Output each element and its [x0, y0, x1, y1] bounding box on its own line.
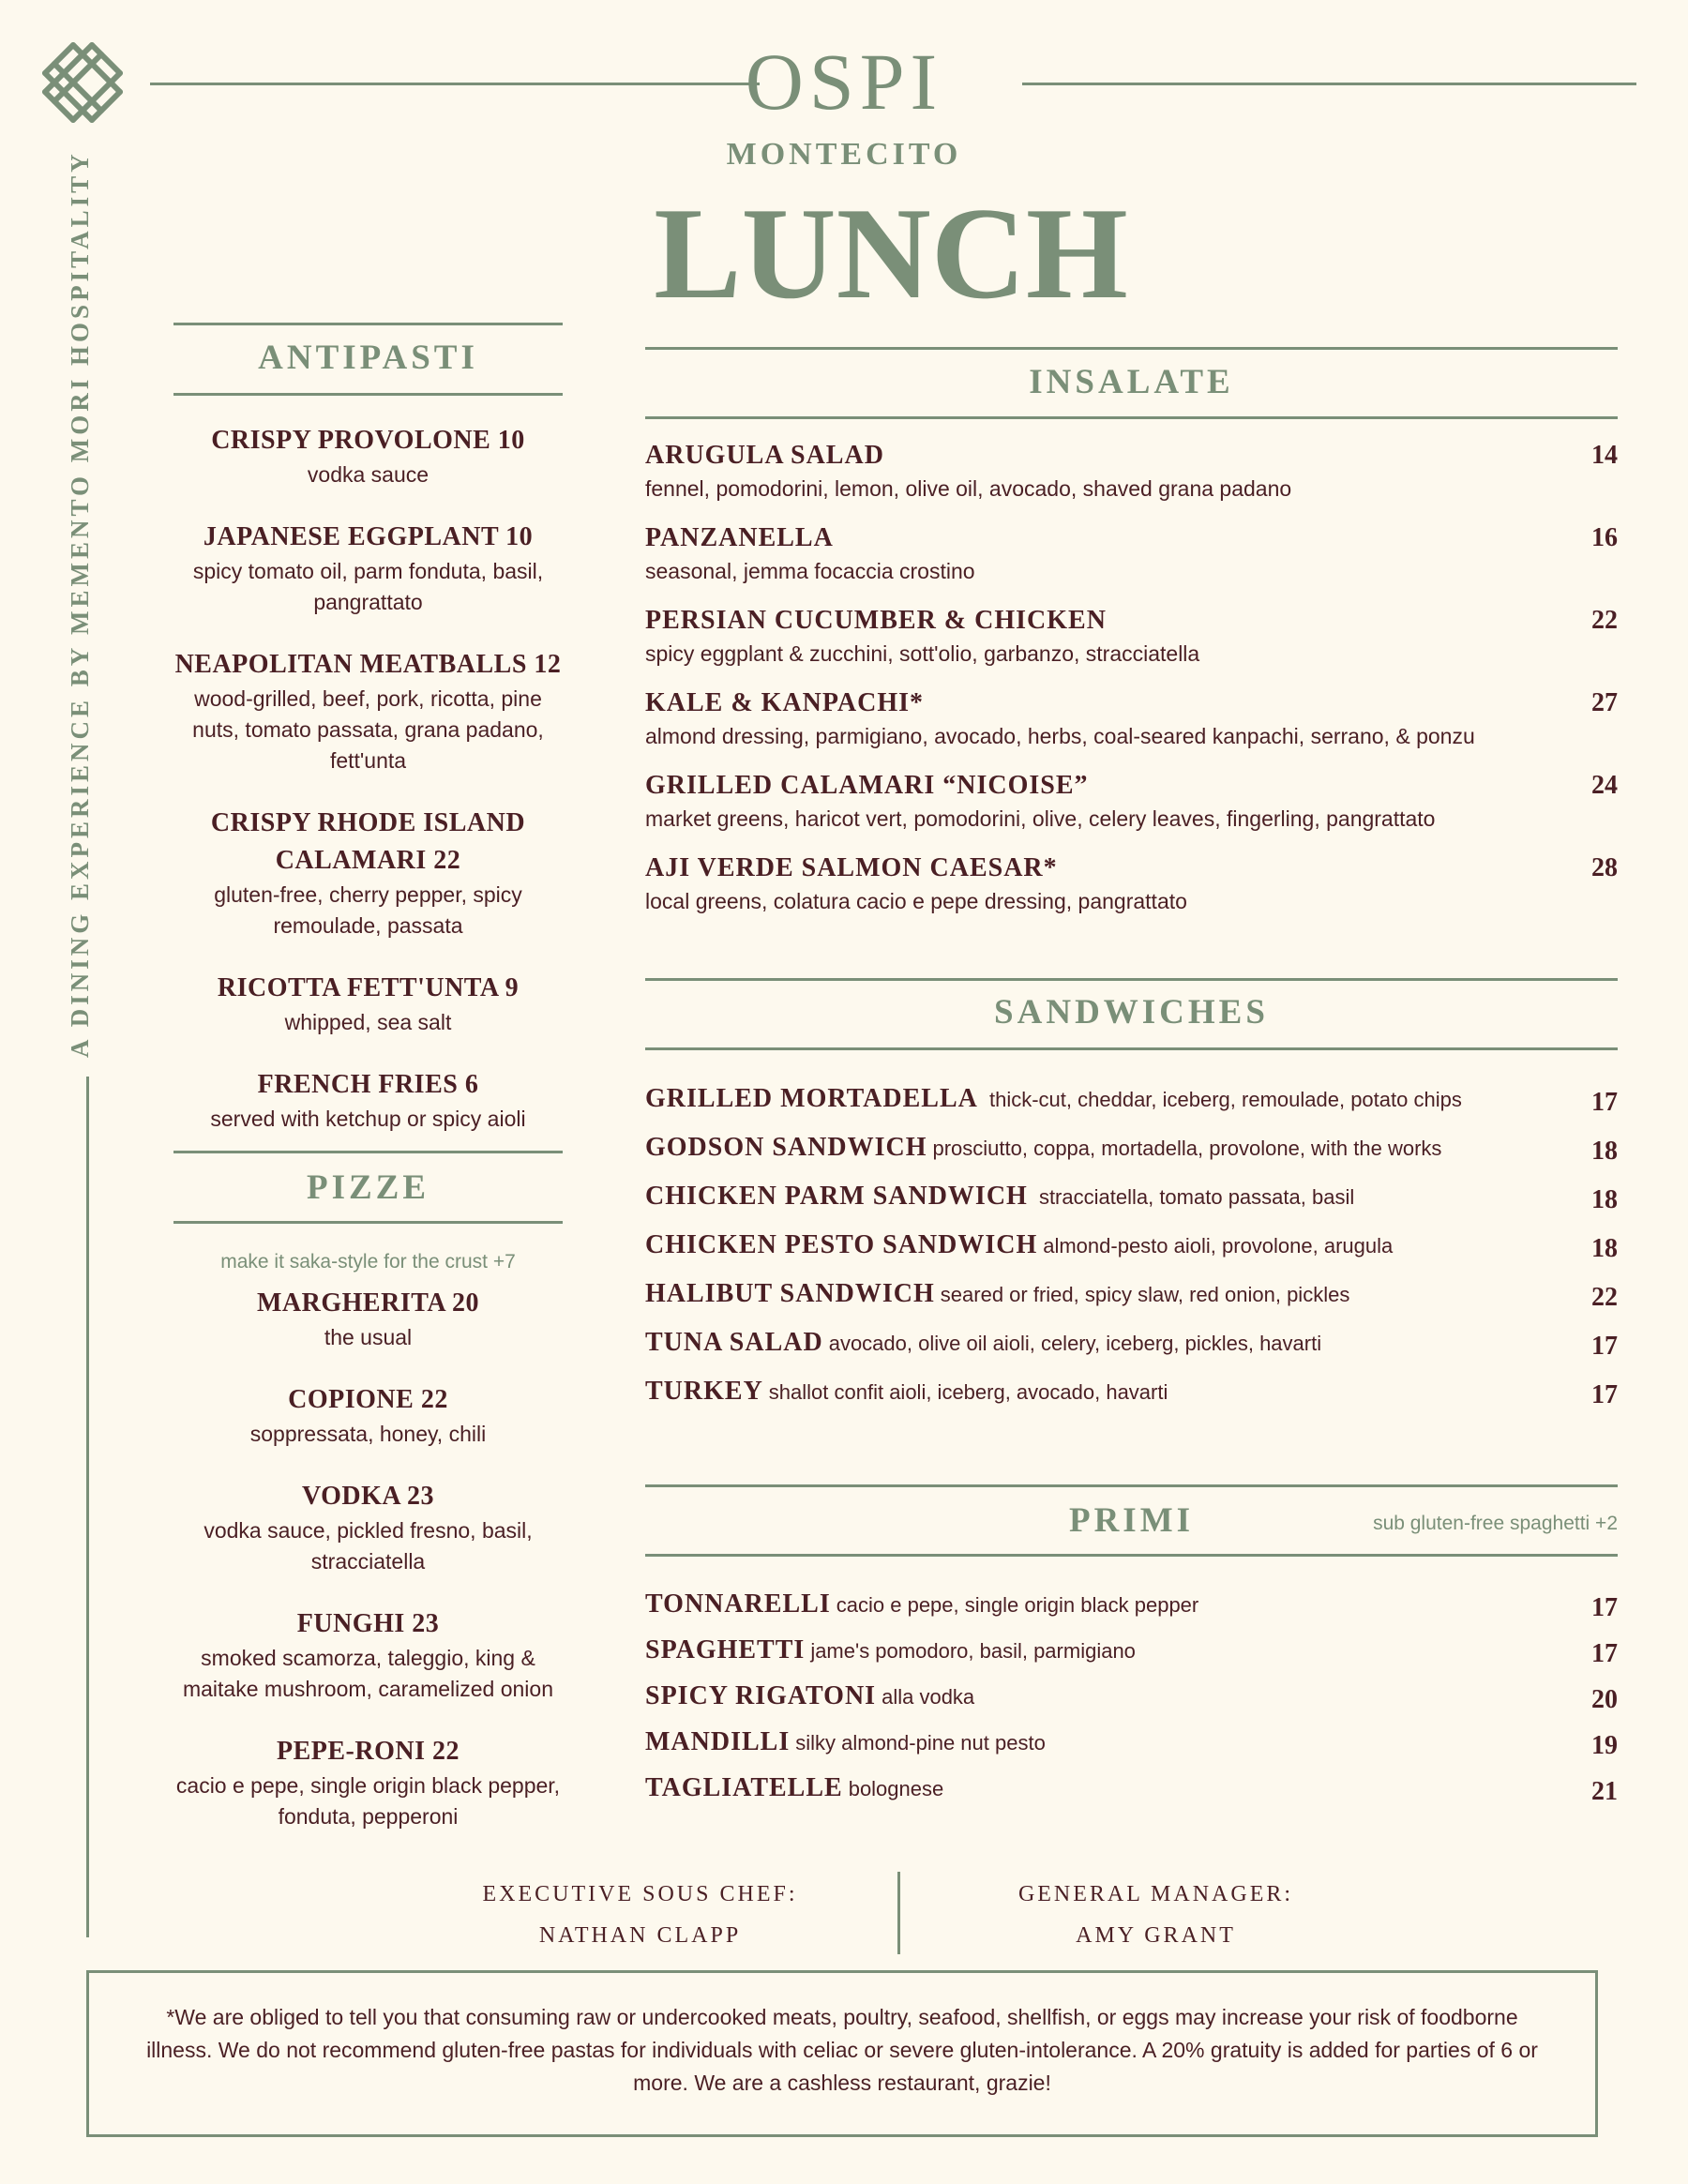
item-price: 27	[1591, 688, 1618, 717]
item-name: AJI VERDE SALMON CAESAR*	[645, 853, 1058, 882]
item-desc: avocado, olive oil aioli, celery, iceberg, pickles, havarti	[828, 1332, 1322, 1355]
antipasti-rule-top	[173, 323, 563, 325]
brand-name: OSPI	[745, 37, 943, 127]
sandwich-item	[645, 1084, 1618, 1133]
vertical-tagline: A DINING EXPERIENCE BY MEMENTO MORI HOSPITALITY	[66, 150, 94, 1058]
antipasti-list	[173, 422, 563, 1163]
salad-item	[645, 437, 1618, 520]
primi-rule-top	[645, 1484, 1618, 1487]
item-desc: vodka sauce, pickled fresno, basil, stracciatella	[203, 1518, 533, 1574]
gm-credit	[966, 1874, 1346, 1956]
item-name: TURKEY	[645, 1377, 763, 1406]
insalate-rule-top	[645, 347, 1618, 350]
item-name: ARUGULA SALAD	[645, 441, 884, 470]
item-price: 18	[1591, 1185, 1618, 1214]
item-name: GRILLED CALAMARI “NICOISE”	[645, 771, 1089, 800]
item-name: KALE & KANPACHI*	[645, 688, 925, 717]
sandwich-item	[645, 1133, 1618, 1182]
item-price: 20	[1591, 1685, 1618, 1714]
primi-item	[645, 1681, 1618, 1727]
pizza-item	[173, 1285, 563, 1353]
item-name: CHICKEN PESTO SANDWICH	[645, 1230, 1038, 1259]
item-name: GODSON SANDWICH	[645, 1133, 927, 1162]
item-desc: wood-grilled, beef, pork, ricotta, pine nuts, tomato passata, grana padano, fett'unta	[192, 686, 544, 773]
vertical-rule	[86, 1077, 89, 1937]
item-desc: thick-cut, cheddar, iceberg, remoulade, potato chips	[983, 1088, 1462, 1111]
pizze-note: make it saka-style for the crust +7	[220, 1251, 516, 1273]
sandwich-item	[645, 1182, 1618, 1230]
item-price: 17	[1591, 1639, 1618, 1668]
item-desc: cacio e pepe, single origin black pepper	[836, 1593, 1199, 1617]
item-name: PANZANELLA	[645, 523, 834, 552]
sandwiches-list	[645, 1084, 1618, 1425]
item-name: TONNARELLI	[645, 1589, 831, 1619]
item-name: VODKA 23	[301, 1482, 435, 1511]
item-name: CRISPY RHODE ISLAND CALAMARI 22	[210, 808, 526, 875]
item-desc: vodka sauce	[307, 462, 430, 487]
item-desc: whipped, sea salt	[284, 1010, 452, 1034]
item-desc: almond dressing, parmigiano, avocado, herbs, coal-seared kanpachi, serrano, & ponzu	[645, 724, 1475, 748]
antipasti-item	[173, 1066, 563, 1135]
pizza-item	[173, 1605, 563, 1705]
salad-item	[645, 767, 1618, 850]
item-name: PERSIAN CUCUMBER & CHICKEN	[645, 606, 1107, 635]
item-price: 22	[1591, 606, 1618, 635]
item-price: 17	[1591, 1332, 1618, 1361]
item-desc: served with ketchup or spicy aioli	[210, 1107, 526, 1131]
item-name: GRILLED MORTADELLA	[645, 1084, 978, 1113]
item-price: 17	[1591, 1380, 1618, 1409]
item-price: 28	[1591, 853, 1618, 882]
primi-item	[645, 1773, 1618, 1819]
item-desc: market greens, haricot vert, pomodorini, olive, celery leaves, fingerling, pangrattato	[645, 806, 1436, 831]
antipasti-rule-bottom	[173, 393, 563, 396]
sandwiches-rule-top	[645, 978, 1618, 981]
sandwich-item	[645, 1377, 1618, 1425]
item-desc: soppressata, honey, chili	[249, 1422, 487, 1446]
sandwich-item	[645, 1328, 1618, 1377]
antipasti-item	[173, 646, 563, 776]
item-name: COPIONE 22	[288, 1385, 448, 1414]
item-desc: gluten-free, cherry pepper, spicy remoulade, passata	[214, 882, 522, 938]
item-name: CHICKEN PARM SANDWICH	[645, 1182, 1028, 1211]
salad-item	[645, 850, 1618, 932]
item-desc: seasonal, jemma focaccia crostino	[645, 559, 975, 583]
item-price: 18	[1591, 1234, 1618, 1263]
item-desc: seared or fried, spicy slaw, red onion, pickles	[940, 1283, 1350, 1306]
item-desc: shallot confit aioli, iceberg, avocado, havarti	[768, 1380, 1168, 1404]
item-price: 14	[1591, 441, 1618, 470]
item-price: 19	[1591, 1731, 1618, 1760]
item-desc: the usual	[324, 1325, 413, 1349]
item-name: RICOTTA FETT'UNTA 9	[217, 973, 520, 1002]
item-name: SPICY RIGATONI	[645, 1681, 877, 1710]
item-desc: jame's pomodoro, basil, parmigiano	[810, 1639, 1136, 1663]
salad-item	[645, 685, 1618, 767]
item-name: HALIBUT SANDWICH	[645, 1279, 935, 1308]
sandwich-item	[645, 1279, 1618, 1328]
item-price: 18	[1591, 1137, 1618, 1166]
antipasti-item	[173, 805, 563, 941]
item-name: CRISPY PROVOLONE 10	[211, 426, 525, 455]
item-name: JAPANESE EGGPLANT 10	[203, 522, 534, 551]
sandwich-item	[645, 1230, 1618, 1279]
sandwiches-rule-bottom	[645, 1047, 1618, 1050]
pizza-item	[173, 1733, 563, 1832]
item-desc: prosciutto, coppa, mortadella, provolone, with the works	[932, 1137, 1442, 1160]
item-price: 16	[1591, 523, 1618, 552]
pizze-rule-bottom	[173, 1221, 563, 1224]
chef-title: EXECUTIVE SOUS CHEF:	[482, 1882, 798, 1906]
gm-name: AMY GRANT	[1076, 1923, 1236, 1948]
item-name: MANDILLI	[645, 1727, 791, 1756]
pizze-rule-top	[173, 1151, 563, 1153]
item-desc: local greens, colatura cacio e pepe dressing, pangrattato	[645, 889, 1187, 913]
insalate-list	[645, 437, 1618, 932]
item-name: TAGLIATELLE	[645, 1773, 843, 1802]
insalate-title: INSALATE	[1029, 363, 1234, 401]
primi-item	[645, 1635, 1618, 1681]
primi-title: PRIMI	[1068, 1501, 1195, 1540]
antipasti-title: ANTIPASTI	[258, 339, 478, 377]
disclaimer-box	[86, 1970, 1598, 2137]
gm-title: GENERAL MANAGER:	[1017, 1882, 1294, 1906]
item-desc: spicy eggplant & zucchini, sott'olio, garbanzo, stracciatella	[645, 641, 1200, 666]
pizza-item	[173, 1478, 563, 1577]
disclaimer-text: *We are obliged to tell you that consuming raw or undercooked meats, poultry, seafood, shellfish, or eggs may increase your risk of foodborne illness. We do not recommend gluten-free pastas for individuals with celiac or severe gluten-intolerance. A 20% gratuity is added for parties of 6 or more. We are a cashless restaurant, grazie!	[146, 2005, 1538, 2095]
item-desc: cacio e pepe, single origin black pepper, fonduta, pepperoni	[175, 1773, 561, 1829]
salad-item	[645, 520, 1618, 602]
sandwiches-title: SANDWICHES	[994, 993, 1269, 1032]
item-desc: stracciatella, tomato passata, basil	[1032, 1185, 1355, 1209]
item-price: 17	[1591, 1593, 1618, 1622]
pizze-title: PIZZE	[306, 1168, 430, 1207]
item-desc: smoked scamorza, taleggio, king & maitake mushroom, caramelized onion	[182, 1646, 553, 1701]
antipasti-item	[173, 422, 563, 490]
item-desc: alla vodka	[882, 1685, 975, 1709]
item-name: TUNA SALAD	[645, 1328, 823, 1357]
item-name: FUNGHI 23	[296, 1609, 440, 1638]
antipasti-item	[173, 519, 563, 618]
insalate-rule-bottom	[645, 416, 1618, 419]
primi-list	[645, 1589, 1618, 1819]
item-desc: spicy tomato oil, parm fonduta, basil, pangrattato	[192, 559, 544, 614]
primi-item	[645, 1727, 1618, 1773]
item-name: FRENCH FRIES 6	[257, 1070, 479, 1099]
location-name: MONTECITO	[726, 137, 962, 172]
item-desc: fennel, pomodorini, lemon, olive oil, avocado, shaved grana padano	[645, 476, 1292, 501]
primi-rule-bottom	[645, 1554, 1618, 1557]
item-desc: silky almond-pine nut pesto	[795, 1731, 1046, 1755]
item-price: 17	[1591, 1088, 1618, 1117]
menu-title: LUNCH	[654, 181, 1128, 326]
pizza-item	[173, 1381, 563, 1450]
item-name: PEPE-RONI 22	[277, 1737, 460, 1766]
item-name: MARGHERITA 20	[257, 1288, 479, 1318]
item-name: SPAGHETTI	[645, 1635, 806, 1664]
chef-credit	[450, 1874, 830, 1956]
salad-item	[645, 602, 1618, 685]
primi-note: sub gluten-free spaghetti +2	[1373, 1513, 1618, 1534]
primi-item	[645, 1589, 1618, 1635]
item-desc: bolognese	[848, 1777, 944, 1800]
item-name: NEAPOLITAN MEATBALLS 12	[174, 650, 562, 679]
item-desc: almond-pesto aioli, provolone, arugula	[1043, 1234, 1394, 1258]
item-price: 22	[1591, 1283, 1618, 1312]
item-price: 24	[1591, 771, 1618, 800]
staff-divider	[897, 1872, 900, 1954]
pizze-list	[173, 1251, 563, 1860]
item-price: 21	[1591, 1777, 1618, 1806]
antipasti-item	[173, 970, 563, 1038]
chef-name: NATHAN CLAPP	[538, 1923, 742, 1948]
